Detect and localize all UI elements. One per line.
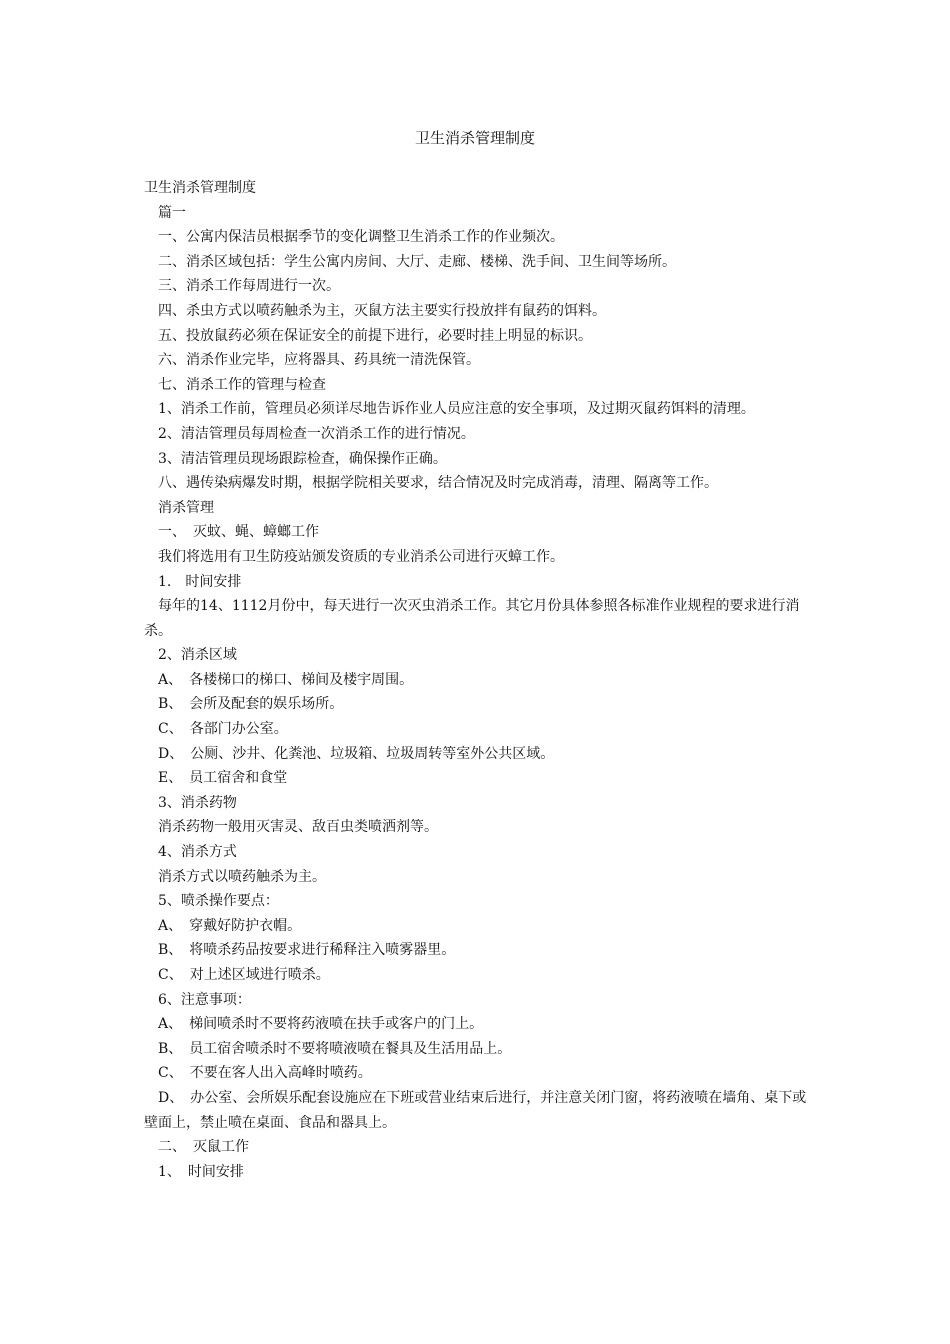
paragraph: A、 梯间喷杀时不要将药液喷在扶手或客户的门上。 [158,1016,484,1033]
paragraph: 3、清洁管理员现场跟踪检查，确保操作正确。 [158,450,447,467]
paragraph: 五、投放鼠药必须在保证安全的前提下进行，必要时挂上明显的标识。 [158,327,592,344]
paragraph: A、 各楼梯口的梯口、梯间及楼宇周围。 [158,671,414,688]
paragraph: C、 不要在客人出入高峰时喷药。 [158,1065,372,1082]
paragraph: E、 员工宿舍和食堂 [158,770,288,787]
paragraph: C、 对上述区域进行喷杀。 [158,967,330,983]
paragraph: 二、 灭鼠工作 [158,1139,249,1156]
paragraph: 1、消杀工作前，管理员必须详尽地告诉作业人员应注意的安全事项，及过期灭鼠药饵料的清理。 [158,401,755,418]
paragraph: 一、公寓内保洁员根据季节的变化调整卫生消杀工作的作业频次。 [158,229,564,246]
paragraph: D、 公厕、沙井、化粪池、垃圾箱、垃圾周转等室外公共区域。 [158,745,555,762]
document-body [144,176,812,1184]
paragraph: 篇一 [158,204,186,221]
paragraph: 2、消杀区域 [158,647,237,664]
paragraph: 一、 灭蚊、蝇、蟑螂工作 [158,524,319,541]
paragraph: 每年的14、1112月份中，每天进行一次灭虫消杀工作。其它月份具体参照各标准作业规程的要求进行消杀。 [144,598,800,639]
paragraph: D、 办公室、会所娱乐配套设施应在下班或营业结束后进行，并注意关闭门窗，将药液喷在墙角、桌下或壁面上，禁止喷在桌面、食品和器具上。 [144,1089,807,1131]
paragraph: 1. 时间安排 [158,573,242,590]
paragraph: A、 穿戴好防护衣帽。 [158,917,302,934]
paragraph: C、 各部门办公室。 [158,721,288,738]
paragraph: 七、消杀工作的管理与检查 [158,376,326,393]
paragraph: 6、注意事项： [158,991,251,1008]
paragraph: 消杀管理 [158,499,214,516]
paragraph: 4、消杀方式 [158,844,237,861]
paragraph: B、 将喷杀药品按要求进行稀释注入喷雾器里。 [158,942,456,959]
paragraph: B、 员工宿舍喷杀时不要将喷液喷在餐具及生活用品上。 [158,1040,512,1057]
paragraph: 1、 时间安排 [158,1163,244,1180]
paragraph: 消杀方式以喷药触杀为主。 [158,868,326,885]
paragraph: 六、消杀作业完毕，应将器具、药具统一清洗保管。 [158,352,480,369]
section-heading: 卫生消杀管理制度 [144,180,256,196]
paragraph: 3、消杀药物 [158,794,237,811]
paragraph: 我们将选用有卫生防疫站颁发资质的专业消杀公司进行灭蟑工作。 [158,548,564,565]
paragraph: B、 会所及配套的娱乐场所。 [158,696,344,713]
paragraph: 5、喷杀操作要点： [158,893,279,910]
paragraph: 2、清洁管理员每周检查一次消杀工作的进行情况。 [158,425,475,442]
paragraph: 三、消杀工作每周进行一次。 [158,278,340,295]
paragraph: 四、杀虫方式以喷药触杀为主，灭鼠方法主要实行投放拌有鼠药的饵料。 [158,302,606,319]
paragraph: 八、遇传染病爆发时期，根据学院相关要求，结合情况及时完成消毒，清理、隔离等工作。 [158,475,718,492]
document-title: 卫生消杀管理制度 [414,129,535,147]
paragraph: 消杀药物一般用灭害灵、敌百虫类喷洒剂等。 [158,819,438,836]
paragraph: 二、消杀区域包括：学生公寓内房间、大厅、走廊、楼梯、洗手间、卫生间等场所。 [158,253,676,270]
